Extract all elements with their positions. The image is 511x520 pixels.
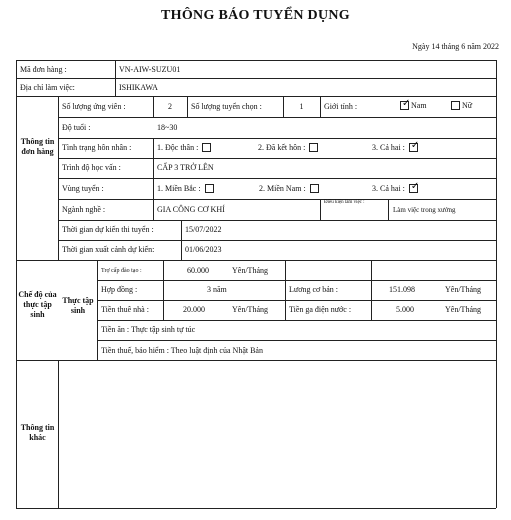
checkbox-empty-icon[interactable] — [205, 184, 214, 193]
section-divider — [16, 260, 496, 261]
row-divider — [97, 280, 496, 281]
marital-both-option[interactable] — [372, 143, 418, 153]
issue-date: Ngày 14 tháng 6 năm 2022 — [412, 42, 499, 51]
marital-married-label: 2. Đã kết hôn : — [258, 143, 306, 152]
gender-label: Giới tính : — [324, 102, 358, 111]
form-border-right — [496, 60, 497, 508]
checkbox-checked-icon[interactable] — [409, 184, 418, 193]
checkbox-empty-icon[interactable] — [451, 101, 460, 110]
checkbox-empty-icon[interactable] — [202, 143, 211, 152]
row-divider — [58, 117, 496, 118]
applicants-value: 2 — [168, 102, 172, 111]
col-divider — [181, 220, 182, 260]
marital-label: Tình trạng hôn nhân : — [62, 143, 132, 152]
rent-amount: 20.000 — [183, 305, 205, 314]
conditions-value: Làm việc trong xưởng — [393, 206, 456, 214]
utility-label: Tiền ga điện nước : — [289, 305, 352, 314]
gender-male-label: Nam — [411, 101, 427, 110]
row-divider — [58, 158, 496, 159]
col-divider — [388, 199, 389, 220]
job-value: GIA CÔNG CƠ KHÍ — [157, 205, 225, 214]
salary-amount: 151.098 — [389, 285, 415, 294]
workplace-label: Địa chỉ làm việc: — [20, 83, 75, 92]
col-divider — [115, 60, 116, 96]
departure-value: 01/06/2023 — [185, 245, 222, 254]
training-allowance-label: Trợ cấp đào tạo : — [101, 268, 142, 274]
exam-time-value: 15/07/2022 — [185, 225, 222, 234]
region-both-label: 3. Cả hai : — [372, 184, 405, 193]
section-intern: Thực tập sinh — [62, 296, 94, 315]
education-value: CẤP 3 TRỞ LÊN — [157, 163, 214, 172]
form-border-bottom — [16, 508, 496, 509]
row-divider — [16, 78, 496, 79]
insurance-text: Tiền thuế, bảo hiểm : Theo luật định của Nhật Bản — [101, 346, 263, 355]
section-other-info: Thông tin khác — [20, 423, 55, 442]
selected-label: Số lượng tuyển chọn : — [191, 102, 262, 111]
row-divider — [58, 199, 496, 200]
row-divider — [97, 300, 496, 301]
row-divider — [16, 96, 496, 97]
rent-label: Tiền thuê nhà : — [101, 305, 149, 314]
contract-value: 3 năm — [207, 285, 227, 294]
col-divider — [187, 96, 188, 117]
salary-unit: Yên/Tháng — [445, 285, 481, 294]
rent-unit: Yên/Tháng — [232, 305, 268, 314]
row-divider — [58, 178, 496, 179]
row-divider — [97, 320, 496, 321]
region-both-option[interactable] — [372, 184, 418, 194]
section-policy: Chế độ của thực tập sinh — [18, 290, 57, 319]
training-allowance-amount: 60.000 — [187, 266, 209, 275]
checkbox-checked-icon[interactable] — [400, 101, 409, 110]
region-label: Vùng tuyển : — [62, 184, 104, 193]
form-border-top — [16, 60, 496, 61]
region-north-option[interactable] — [157, 184, 214, 194]
meals-text: Tiền ăn : Thực tập sinh tự túc — [101, 325, 196, 334]
section-order-info: Thông tin đơn hàng — [20, 137, 55, 156]
region-north-label: 1. Miền Bắc : — [157, 184, 201, 193]
region-south-option[interactable] — [259, 184, 319, 194]
col-divider — [371, 260, 372, 320]
page-title: THÔNG BÁO TUYỂN DỤNG — [161, 8, 350, 23]
col-divider — [58, 96, 59, 260]
marital-single-option[interactable] — [157, 143, 211, 153]
checkbox-checked-icon[interactable] — [409, 143, 418, 152]
applicants-label: Số lượng ứng viên : — [62, 102, 126, 111]
gender-female-label: Nữ — [462, 101, 473, 110]
row-divider — [97, 340, 496, 341]
age-label: Độ tuổi : — [62, 123, 91, 132]
salary-label: Lương cơ bản : — [289, 285, 339, 294]
age-value: 18~30 — [157, 123, 178, 132]
col-divider — [58, 360, 59, 508]
training-allowance-unit: Yên/Tháng — [232, 266, 268, 275]
col-divider — [320, 199, 321, 220]
col-divider — [153, 138, 154, 220]
row-divider — [58, 220, 496, 221]
selected-value: 1 — [299, 102, 304, 111]
marital-married-option[interactable] — [258, 143, 318, 153]
gender-male-option[interactable] — [400, 101, 427, 111]
gender-female-option[interactable] — [451, 101, 472, 111]
checkbox-empty-icon[interactable] — [309, 143, 318, 152]
workplace-value: ISHIKAWA — [119, 83, 158, 92]
education-label: Trình độ học vấn : — [62, 163, 121, 172]
utility-amount: 5.000 — [396, 305, 414, 314]
checkbox-empty-icon[interactable] — [310, 184, 319, 193]
conditions-label: Điều kiện làm việc : — [324, 200, 365, 205]
job-label: Ngành nghề : — [62, 205, 106, 214]
departure-label: Thời gian xuất cảnh dự kiến: — [62, 245, 155, 254]
order-code-label: Mã đơn hàng : — [20, 65, 67, 74]
row-divider — [58, 240, 496, 241]
col-divider — [163, 260, 164, 320]
row-divider — [58, 138, 496, 139]
marital-single-label: 1. Độc thân : — [157, 143, 199, 152]
marital-both-label: 3. Cả hai : — [372, 143, 405, 152]
contract-label: Hợp đồng : — [101, 285, 138, 294]
utility-unit: Yên/Tháng — [445, 305, 481, 314]
order-code-value: VN-AIW-SUZU01 — [119, 65, 181, 74]
exam-time-label: Thời gian dự kiến thi tuyển : — [62, 225, 154, 234]
col-divider — [97, 260, 98, 360]
section-divider — [16, 360, 496, 361]
col-divider — [320, 96, 321, 117]
region-south-label: 2. Miền Nam : — [259, 184, 306, 193]
col-divider — [285, 260, 286, 320]
